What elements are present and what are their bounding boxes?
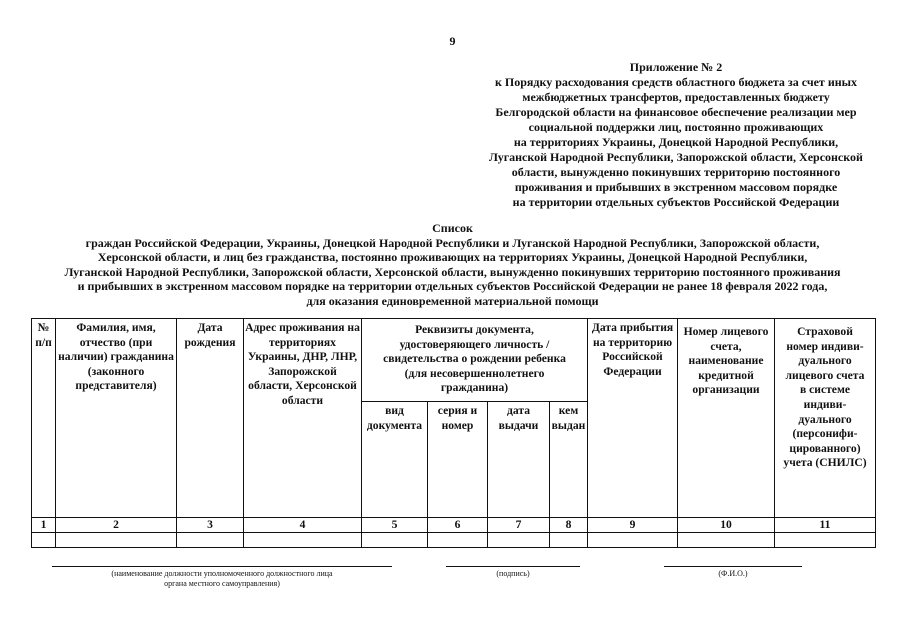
signature-caption: (подпись) <box>496 569 530 578</box>
appendix-line: социальной поддержки лиц, постоянно проживающих <box>528 120 824 134</box>
header-account: Номер лицевого счета, наименование кредитной организации <box>678 319 775 518</box>
appendix-line: Луганской Народной Республики, Запорожской области, Херсонской <box>489 150 863 164</box>
signature-line <box>52 566 392 567</box>
column-number: 11 <box>775 518 876 533</box>
signature-line <box>446 566 580 567</box>
header-num: № п/п <box>32 319 56 518</box>
empty-cell <box>362 533 428 548</box>
header-birth-date: Дата рождения <box>177 319 244 518</box>
empty-cell <box>488 533 550 548</box>
appendix-line: на территории отдельных субъектов Российской Федерации <box>512 195 840 209</box>
empty-cell <box>177 533 244 548</box>
title-line: граждан Российской Федерации, Украины, Донецкой Народной Республики и Луганской Народной Республики, Запорожской области, <box>85 235 820 250</box>
title-line: Луганской Народной Республики, Запорожской области, Херсонской области, вынужденно покинувших территорию постоянного проживания <box>64 264 841 279</box>
position-signature-field <box>52 566 392 589</box>
header-snils: Страховой номер индиви-дуального лицевого счета в системе индиви-дуального (персонифи-цированного) учета (СНИЛС) <box>775 319 876 518</box>
empty-data-row <box>32 533 876 548</box>
position-caption: (наименование должности уполномоченного должностного лица органа местного самоуправления) <box>111 569 333 588</box>
column-number: 3 <box>177 518 244 533</box>
title-line: для оказания единовременной материальной помощи <box>306 293 599 308</box>
title-line: Херсонской области, и лиц без гражданства, постоянно проживающих на территориях Украины, Донецкой Народной Республики, <box>97 250 808 265</box>
column-number: 8 <box>550 518 588 533</box>
header-document-details: Реквизиты документа, удостоверяющего личность / свидетельства о рождении ребенка (для несовершеннолетнего гражданина) <box>362 319 588 402</box>
title-heading: Список <box>432 221 473 235</box>
header-doc-issuer: кем выдан <box>550 402 588 518</box>
title-line: и прибывших в экстренном массовом порядке на территории отдельных субъектов Российской Федерации не ранее 18 февраля 2022 года, <box>77 279 828 294</box>
column-number: 9 <box>588 518 678 533</box>
fio-caption: (Ф.И.О.) <box>718 569 748 578</box>
column-number: 7 <box>488 518 550 533</box>
header-doc-date: дата выдачи <box>488 402 550 518</box>
citizens-list-table <box>31 318 876 548</box>
column-number: 5 <box>362 518 428 533</box>
appendix-line: Белгородской области на финансовое обеспечение реализации мер <box>495 105 857 119</box>
column-number-row <box>32 518 876 533</box>
empty-cell <box>588 533 678 548</box>
signature-line <box>664 566 802 567</box>
header-arrival-date: Дата прибытия на территорию Российской Федерации <box>588 319 678 518</box>
header-doc-type: вид документа <box>362 402 428 518</box>
empty-cell <box>550 533 588 548</box>
column-number: 4 <box>244 518 362 533</box>
empty-cell <box>244 533 362 548</box>
appendix-title: Приложение № 2 <box>629 60 723 74</box>
column-number: 10 <box>678 518 775 533</box>
appendix-line: области, вынужденно покинувших территорию постоянного <box>511 165 841 179</box>
document-title <box>20 221 885 309</box>
appendix-line: к Порядку расходования средств областного бюджета за счет иных <box>494 75 858 89</box>
empty-cell <box>775 533 876 548</box>
appendix-line: проживания и прибывших в экстренном массовом порядке <box>514 180 838 194</box>
appendix-line: межбюджетных трансфертов, предоставленных бюджету <box>522 90 830 104</box>
column-number: 1 <box>32 518 56 533</box>
empty-cell <box>56 533 177 548</box>
fio-field <box>664 566 802 579</box>
empty-cell <box>32 533 56 548</box>
column-number: 2 <box>56 518 177 533</box>
header-doc-series: серия и номер <box>428 402 488 518</box>
header-address: Адрес проживания на территориях Украины, ДНР, ЛНР, Запорожской области, Херсонской области <box>244 319 362 518</box>
appendix-header <box>462 60 890 210</box>
signature-field <box>446 566 580 579</box>
page-number: 9 <box>449 34 456 48</box>
header-name: Фамилия, имя, отчество (при наличии) гражданина (законного представителя) <box>56 319 177 518</box>
empty-cell <box>678 533 775 548</box>
empty-cell <box>428 533 488 548</box>
appendix-line: на территориях Украины, Донецкой Народной Республики, <box>513 135 839 149</box>
column-number: 6 <box>428 518 488 533</box>
